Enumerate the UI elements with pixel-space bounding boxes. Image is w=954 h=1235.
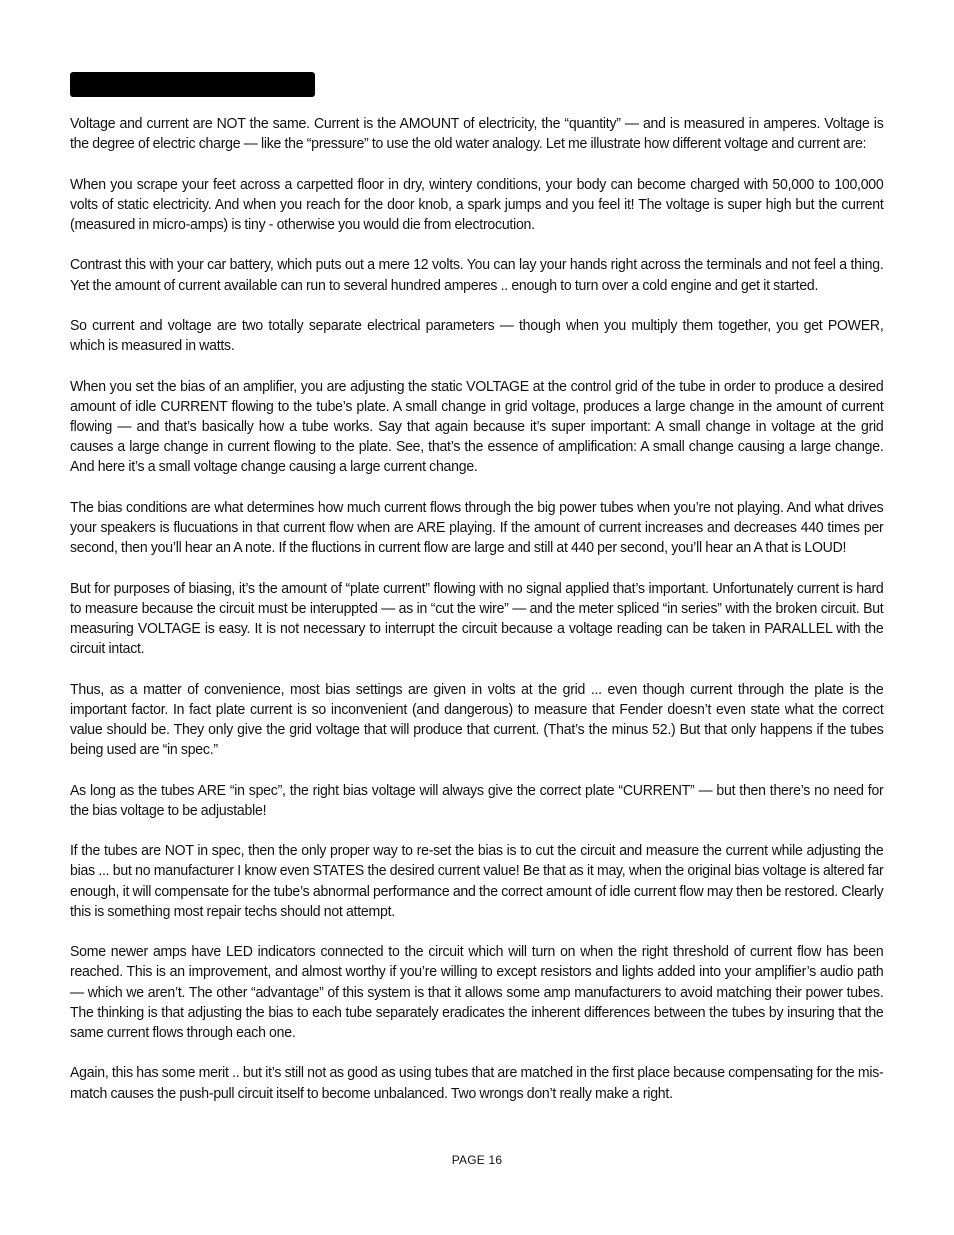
paragraph: Again, this has some merit .. but it’s still not as good as using tubes that are matched in the first place because compensating for the mis-match causes the push-pull circuit itself to become unbalanced. Two wrongs don’t really make a right.	[70, 1065, 884, 1102]
paragraph: The bias conditions are what determines how much current flows through the big power tubes when you’re not playing. And what drives your speakers is flucuations in that current flow when are ARE playing. If the amount of current increases and decreases 440 times per second, then you’ll hear an A note. If the fluctions in current flow are large and still at 440 per second, you’ll hear an A that is LOUD!	[70, 499, 884, 557]
paragraph: Thus, as a matter of convenience, most bias settings are given in volts at the grid ... even though current through the plate is the important factor. In fact plate current is so inconvenient (and dangerous) to measure that Fender doesn’t even state what the correct value should be. They only give the grid voltage that will produce that current. (That’s the minus 52.) But that only happens if the tubes being used are “in spec.”	[70, 681, 884, 759]
paragraph: When you set the bias of an amplifier, you are adjusting the static VOLTAGE at the control grid of the tube in order to produce a desired amount of idle CURRENT flowing to the tube’s plate. A small change in grid voltage, produces a large change in the amount of current flowing — and that’s basically how a tube works. Say that again because it’s super important: A small change in voltage at the grid causes a large change in current flowing to the plate. See, that’s the essence of amplification: A small change causing a large change. And here it’s a small voltage change causing a large current change.	[70, 378, 884, 476]
paragraph: Voltage and current are NOT the same. Current is the AMOUNT of electricity, the “quantity” — and is measured in amperes. Voltage is the degree of electric charge — like the “pressure” to use the old water analogy. Let me illustrate how different voltage and current are:	[70, 116, 884, 153]
paragraph: But for purposes of biasing, it’s the amount of “plate current” flowing with no signal applied that’s important. Unfortunately current is hard to measure because the circuit must be interuppted — as in “cut the wire” — and the meter spliced “in series” with the broken circuit. But measuring VOLTAGE is easy. It is not necessary to interrupt the circuit because a voltage reading can be taken in PARALLEL with the circuit intact.	[70, 580, 884, 658]
body-text	[70, 114, 884, 1124]
paragraph: Some newer amps have LED indicators connected to the circuit which will turn on when the right threshold of current flow has been reached. This is an improvement, and almost worthy if you’re willing to except resistors and lights added into your amplifier’s audio path — which we aren’t. The other “advantage” of this system is that it allows some amp manufacturers to avoid matching their power tubes. The thinking is that adjusting the bias to each tube separately eradicates the inherent differences between the tubes by insuring that the same current flows through each one.	[70, 944, 884, 1041]
paragraph: If the tubes are NOT in spec, then the only proper way to re-set the bias is to cut the circuit and measure the current while adjusting the bias ... but no manufacturer I know even STATES the desired current value! Be that as it may, when the original bias voltage is altered far enough, it will compensate for the tube’s abnormal performance and the correct amount of idle current flow may then be restored. Clearly this is something most repair techs should not attempt.	[70, 843, 884, 920]
page-number: PAGE 16	[451, 1153, 503, 1167]
section-title-bar	[70, 72, 315, 97]
paragraph: So current and voltage are two totally separate electrical parameters — though when you multiply them together, you get POWER, which is measured in watts.	[70, 317, 884, 355]
paragraph: When you scrape your feet across a carpetted floor in dry, wintery conditions, your body can become charged with 50,000 to 100,000 volts of static electricity. And when you reach for the door knob, a spark jumps and you feel it! The voltage is super high but the current (measured in micro-amps) is tiny - otherwise you would die from electrocution.	[70, 176, 884, 233]
paragraph: Contrast this with your car battery, which puts out a mere 12 volts. You can lay your hands right across the terminals and not feel a thing. Yet the amount of current available can run to several hundred amperes .. enough to turn over a cold engine and get it started.	[70, 257, 884, 294]
paragraph: As long as the tubes ARE “in spec”, the right bias voltage will always give the correct plate “CURRENT” — but then there’s no need for the bias voltage to be adjustable!	[70, 782, 884, 819]
